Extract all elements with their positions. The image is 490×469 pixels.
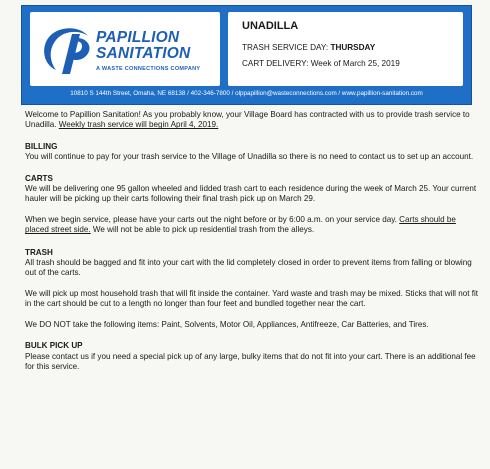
carts-p2-text: When we begin service, please have your carts out the night before or by 6:00 a.m. on your service day.	[25, 214, 400, 224]
trash-paragraph-3: We DO NOT take the following items: Paint, Solvents, Motor Oil, Appliances, Antifreeze, Car Batteries, and Tires.	[25, 319, 429, 329]
intro-paragraph	[25, 110, 480, 131]
billing-paragraph: You will continue to pay for your trash service to the Village of Unadilla so there is no need to contact us to set up an account.	[25, 152, 474, 162]
papillion-logo-icon	[36, 18, 98, 80]
trash-paragraph-2: We will pick up most household trash that will fit inside the container. Yard waste and trash may be mixed. Sticks that will not fit in the cart should be cut to a length no longer than four feet and bundled together near the cart.	[25, 288, 479, 309]
brand-tagline: A WASTE CONNECTIONS COMPANY	[96, 66, 201, 72]
carts-paragraph-1: We will be delivering one 95 gallon wheeled and lidded trash cart to each residence during the week of March 25. Your current hauler will be picking up their carts following their final trash pick up on March 29.	[25, 184, 477, 204]
brand-name	[96, 30, 190, 62]
service-day-line	[242, 43, 375, 52]
trash-heading: TRASH	[25, 247, 53, 257]
carts-p2-underlined: Carts should be placed street side.	[25, 214, 456, 235]
service-day-value: THURSDAY	[330, 43, 376, 52]
billing-heading: BILLING	[25, 141, 58, 151]
town-title: UNADILLA	[242, 20, 299, 32]
trash-paragraph-1: All trash should be bagged and fit into your cart with the lid completely closed in order to prevent items from falling or blowing out of the carts.	[25, 258, 472, 278]
letterhead-banner	[21, 5, 472, 105]
carts-paragraph-2	[25, 215, 480, 236]
service-day-label: TRASH SERVICE DAY:	[242, 43, 329, 52]
bulk-heading: BULK PICK UP	[25, 341, 83, 351]
letter-body	[25, 110, 480, 372]
cart-delivery-line: CART DELIVERY: Week of March 25, 2019	[242, 59, 400, 68]
intro-underlined: Weekly trash service will begin April 4, 2019.	[58, 120, 219, 130]
service-info-panel	[228, 12, 463, 86]
carts-heading: CARTS	[25, 173, 53, 183]
bulk-paragraph: Please contact us if you need a special pick up of any large, bulky items that do not fit into your cart. There is an additional fee for this service.	[25, 351, 476, 371]
brand-line2: SANITATION	[96, 45, 191, 62]
intro-text: Welcome to Papillion Sanitation! As you probably know, your Village Board has contracted with us to provide trash service to Unadilla.	[25, 110, 470, 130]
carts-p2-tail: We will not be able to pick up residential trash from the alleys.	[90, 225, 315, 235]
contact-line: 10810 S 144th Street, Omaha, NE 68138 / 402-346-7800 / olppapillion@wasteconnections.com / www.papillion-sanitation.com	[70, 90, 423, 97]
brand-line1: PAPILLION	[96, 29, 180, 46]
logo-panel	[30, 12, 220, 86]
